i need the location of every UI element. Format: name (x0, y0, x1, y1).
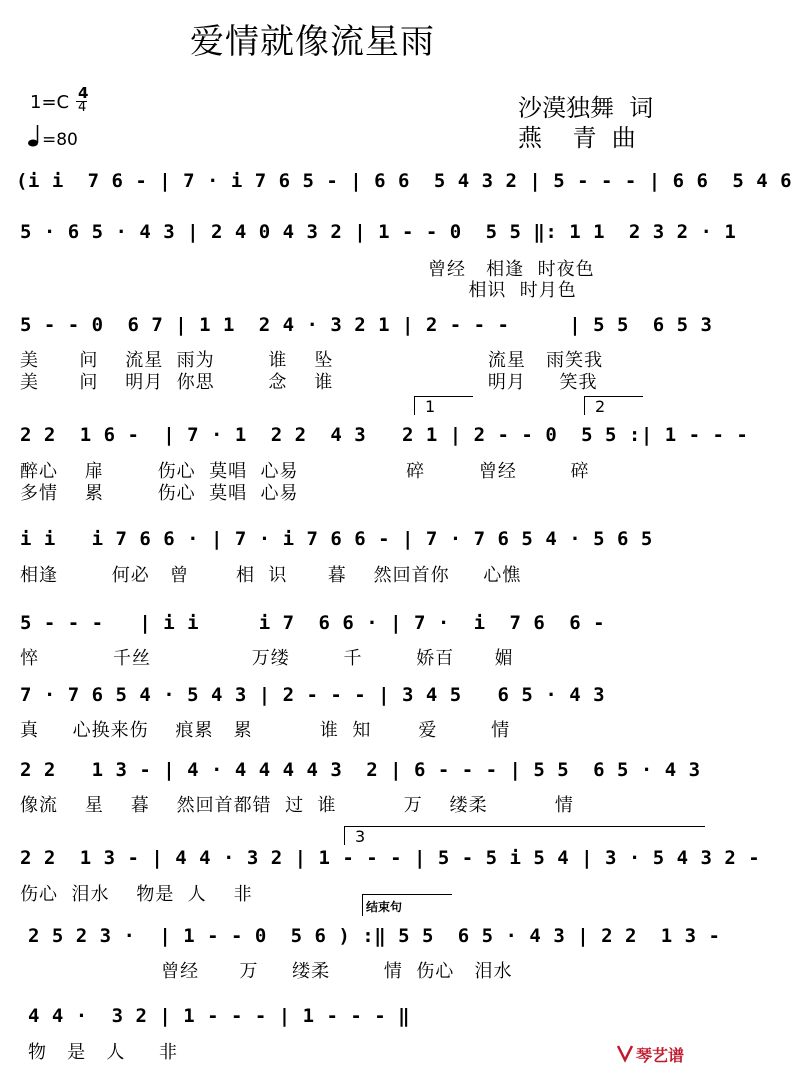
score-row-9-lyrics: 伤心 泪水 物是 人 非 (20, 884, 253, 905)
score-row-1-notes: (i i 7 6 - | 7 · i 7 6 5 - | 6 6 5 4 3 2 | 5 - - - | 6 6 5 4 6 (16, 170, 792, 192)
ending-bracket-line (362, 894, 363, 916)
first-ending-bracket (414, 396, 473, 415)
third-ending-number: 3 (355, 827, 366, 846)
second-ending-number: 2 (595, 397, 606, 416)
quarter-note-icon (28, 124, 42, 148)
score-row-4-notes: 2 2 1 6 - | 7 · 1 2 2 4 3 2 1 | 2 - - 0 5 5 :| 1 - - - (20, 424, 749, 446)
score-row-10-lyrics: 曾经 万 缕柔 情 伤心 泪水 (20, 961, 513, 982)
score-row-7-lyrics: 真 心换来伤 痕累 累 谁 知 爱 情 (20, 720, 511, 741)
score-row-8-lyrics: 像流 星 暮 然回首都错 过 谁 万 缕柔 情 (20, 795, 574, 816)
score-row-3-lyrics-2: 美 问 明月 你思 念 谁 明月 笑我 (20, 372, 598, 393)
ending-bracket-top (362, 894, 452, 895)
lyricist-credit: 沙漠独舞 词 (518, 94, 654, 122)
score-row-11-lyrics: 物 是 人 非 (28, 1042, 178, 1063)
score-row-2-notes: 5 · 6 5 · 4 3 | 2 4 0 4 3 2 | 1 - - 0 5 5 ‖: 1 1 2 3 2 · 1 (20, 221, 737, 243)
tempo-marking: =80 (42, 130, 78, 150)
key-signature: 1=C (30, 92, 70, 113)
score-row-3-lyrics-1: 美 问 流星 雨为 谁 坠 流星 雨笑我 (20, 350, 604, 371)
song-title: 爱情就像流星雨 (190, 22, 435, 62)
score-row-5-lyrics: 相逢 何必 曾 相 识 暮 然回首你 心憔 (20, 565, 522, 586)
time-signature-top: 4 (78, 84, 89, 102)
third-ending-bracket (344, 826, 705, 845)
score-row-5-notes: i i i 7 6 6 · | 7 · i 7 6 6 - | 7 · 7 6 5 4 · 5 6 5 (20, 528, 653, 550)
watermark-text: 琴艺谱 (636, 1046, 685, 1065)
score-row-4-lyrics-1: 醉心 扉 伤心 莫唱 心易 碎 曾经 碎 (20, 461, 590, 482)
score-row-9-notes: 2 2 1 3 - | 4 4 · 3 2 | 1 - - - | 5 - 5 i 5 4 | 3 · 5 4 3 2 - (20, 847, 761, 869)
score-row-6-notes: 5 - - - | i i i 7 6 6 · | 7 · i 7 6 6 - (20, 612, 606, 634)
second-ending-bracket (584, 396, 643, 415)
score-row-2-lyrics-2: 相识 时月色 (428, 280, 577, 301)
composer-credit: 燕 青 曲 (518, 124, 636, 152)
score-row-3-notes: 5 - - 0 6 7 | 1 1 2 4 · 3 2 1 | 2 - - - | 5 5 6 5 3 (20, 314, 713, 336)
score-row-7-notes: 7 · 7 6 5 4 · 5 4 3 | 2 - - - | 3 4 5 6 5 · 4 3 (20, 684, 606, 706)
time-signature-bottom: 4 (78, 100, 87, 115)
score-row-6-lyrics: 悴 千丝 万缕 千 娇百 媚 (20, 648, 514, 669)
score-row-2-lyrics-1: 曾经 相逢 时夜色 (428, 259, 595, 280)
score-row-11-notes: 4 4 · 3 2 | 1 - - - | 1 - - - ‖ (28, 1005, 411, 1027)
score-row-8-notes: 2 2 1 3 - | 4 · 4 4 4 4 3 2 | 6 - - - | 5 5 6 5 · 4 3 (20, 759, 701, 781)
score-row-4-lyrics-2: 多情 累 伤心 莫唱 心易 (20, 483, 299, 504)
ending-label: 结束句 (366, 900, 403, 914)
first-ending-number: 1 (425, 397, 436, 416)
score-row-10-notes: 2 5 2 3 · | 1 - - 0 5 6 ) :‖ 5 5 6 5 · 4 3 | 2 2 1 3 - (28, 925, 721, 947)
piano-logo-icon (616, 1044, 634, 1062)
